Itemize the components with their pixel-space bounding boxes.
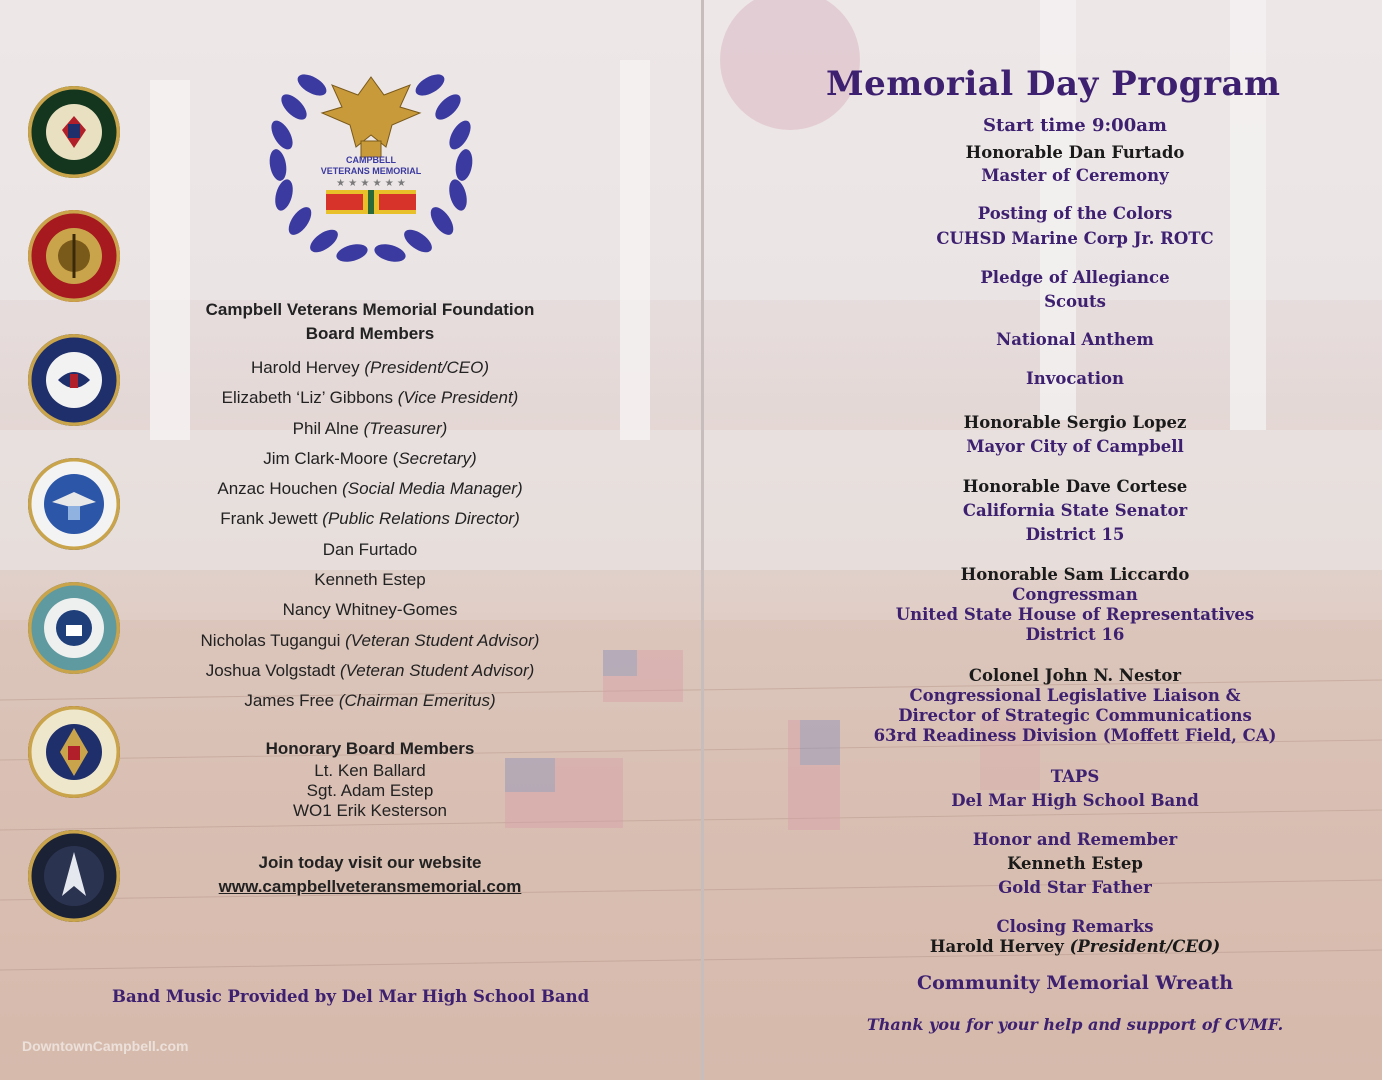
website-link[interactable]: www.campbellveteransmemorial.com bbox=[218, 877, 522, 896]
closing-role: (President/CEO) bbox=[1069, 937, 1221, 956]
board-members-heading: Board Members bbox=[305, 324, 435, 343]
board-member: Harold Hervey (President/CEO) bbox=[250, 358, 490, 377]
board-member: Jim Clark-Moore (Secretary) bbox=[263, 448, 477, 468]
band-music-note: Band Music Provided by Del Mar High School Band bbox=[112, 987, 590, 1006]
honor-title: Honor and Remember bbox=[972, 830, 1178, 849]
board-member: Frank Jewett (Public Relations Director) bbox=[220, 509, 520, 529]
honorary-member: Sgt. Adam Estep bbox=[306, 781, 434, 800]
foundation-title bbox=[170, 298, 570, 346]
pledge-title: Pledge of Allegiance bbox=[980, 268, 1170, 287]
marine-corps-seal-icon bbox=[28, 210, 120, 302]
lopez-name: Honorable Sergio Lopez bbox=[963, 413, 1187, 432]
mc-role: Master of Ceremony bbox=[981, 166, 1169, 185]
nestor-name: Colonel John N. Nestor bbox=[968, 666, 1182, 685]
closing-name: Harold Hervey bbox=[929, 937, 1070, 956]
join-text: Join today visit our website bbox=[258, 853, 482, 872]
liccardo-role-1: Congressman bbox=[1012, 585, 1138, 604]
colors-title: Posting of the Colors bbox=[977, 204, 1173, 223]
taps: TAPS bbox=[1050, 767, 1100, 786]
watermark: DowntownCampbell.com bbox=[22, 1038, 189, 1054]
liccardo-role-3: District 16 bbox=[1025, 625, 1125, 644]
navy-seal-icon bbox=[28, 334, 120, 426]
board-member: Nicholas Tugangui (Veteran Student Advisor) bbox=[200, 630, 540, 650]
honor-role: Gold Star Father bbox=[998, 878, 1152, 897]
board-members-list bbox=[170, 353, 570, 717]
join-section bbox=[170, 851, 570, 899]
nestor-role-3: 63rd Readiness Division (Moffett Field, CA) bbox=[873, 726, 1277, 745]
colors-by: CUHSD Marine Corp Jr. ROTC bbox=[936, 229, 1214, 248]
mc-name: Honorable Dan Furtado bbox=[965, 143, 1185, 162]
invocation: Invocation bbox=[1026, 369, 1124, 388]
logo-line2: VETERANS MEMORIAL bbox=[320, 166, 422, 176]
closing-title: Closing Remarks bbox=[996, 917, 1154, 936]
liccardo-name: Honorable Sam Liccardo bbox=[960, 565, 1190, 584]
taps-by: Del Mar High School Band bbox=[951, 791, 1199, 810]
honorary-board-heading: Honorary Board Members bbox=[265, 739, 475, 758]
svg-text:★ ★ ★ ★ ★ ★: ★ ★ ★ ★ ★ ★ bbox=[336, 178, 406, 189]
board-member: Anzac Houchen (Social Media Manager) bbox=[217, 479, 523, 499]
campbell-veterans-memorial-logo bbox=[260, 55, 482, 263]
board-member: Dan Furtado bbox=[322, 539, 418, 559]
lopez-role: Mayor City of Campbell bbox=[966, 437, 1184, 456]
honorary-board-list bbox=[170, 761, 570, 821]
honorary-member: WO1 Erik Kesterson bbox=[293, 801, 447, 820]
program-title: Memorial Day Program bbox=[826, 64, 1281, 104]
honorary-member: Lt. Ken Ballard bbox=[314, 761, 426, 780]
space-force-seal-icon bbox=[28, 830, 120, 922]
cortese-role-2: District 15 bbox=[1025, 525, 1125, 544]
thanks-note: Thank you for your help and support of CVMF. bbox=[866, 1015, 1284, 1034]
nestor-role-1: Congressional Legislative Liaison & bbox=[909, 686, 1241, 705]
maritime-administration-seal-icon bbox=[28, 706, 120, 798]
board-member: Nancy Whitney-Gomes bbox=[282, 600, 458, 620]
board-member: Kenneth Estep bbox=[314, 570, 426, 590]
board-member: Elizabeth ‘Liz’ Gibbons (Vice President) bbox=[221, 388, 519, 408]
honor-name: Kenneth Estep bbox=[1007, 854, 1143, 873]
pledge-by: Scouts bbox=[1044, 292, 1106, 311]
anthem: National Anthem bbox=[996, 330, 1154, 349]
logo-line1: CAMPBELL bbox=[346, 155, 396, 165]
board-member: Joshua Volgstadt (Veteran Student Advisor) bbox=[205, 660, 535, 680]
liccardo-role-2: United State House of Representatives bbox=[895, 605, 1255, 624]
nestor-role-2: Director of Strategic Communications bbox=[898, 706, 1252, 725]
board-member: James Free (Chairman Emeritus) bbox=[244, 691, 496, 711]
coast-guard-seal-icon bbox=[28, 582, 120, 674]
board-member: Phil Alne (Treasurer) bbox=[292, 418, 448, 438]
wreath: Community Memorial Wreath bbox=[916, 972, 1234, 994]
foundation-name: Campbell Veterans Memorial Foundation bbox=[205, 300, 535, 319]
cortese-role-1: California State Senator bbox=[962, 501, 1188, 520]
army-seal-icon bbox=[28, 86, 120, 178]
air-force-seal-icon bbox=[28, 458, 120, 550]
start-time: Start time 9:00am bbox=[983, 115, 1167, 136]
closing-line bbox=[810, 937, 1340, 956]
cortese-name: Honorable Dave Cortese bbox=[962, 477, 1188, 496]
